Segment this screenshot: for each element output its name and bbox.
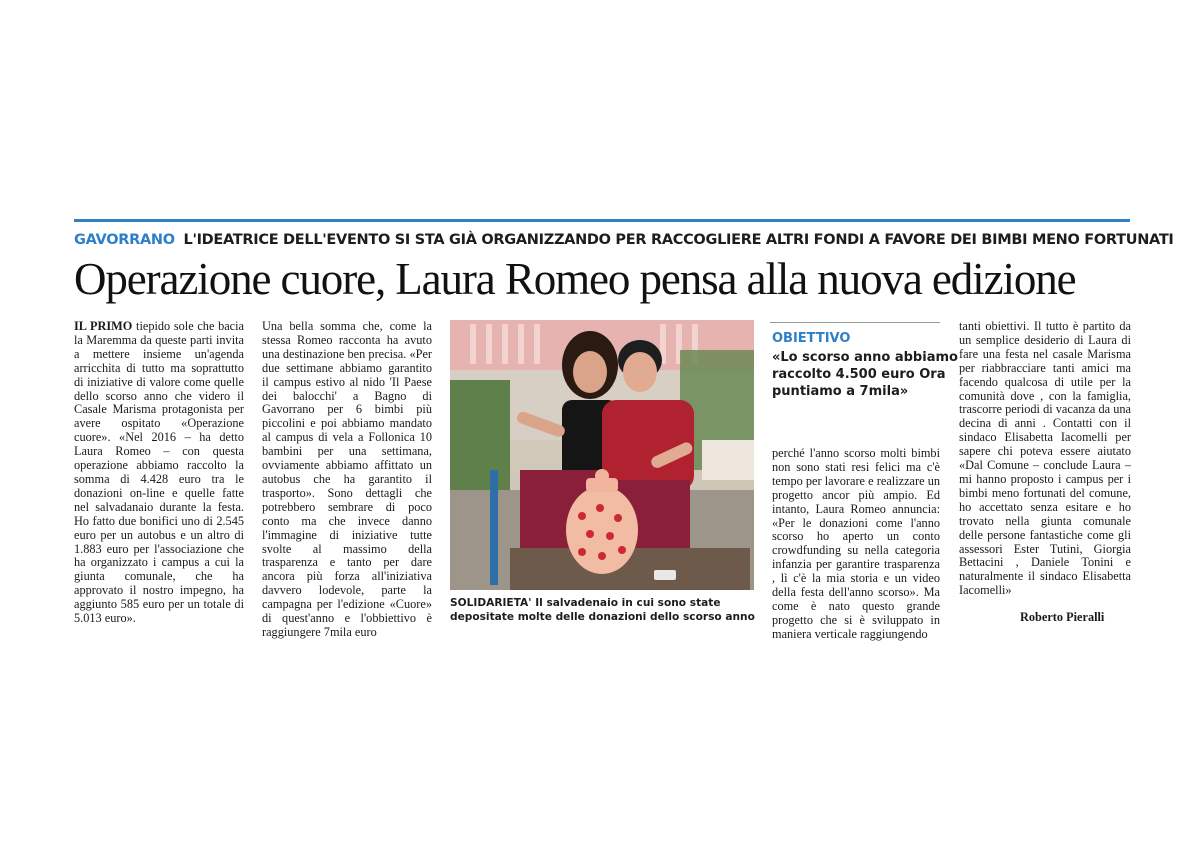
kicker-text: L'IDEATRICE DELL'EVENTO SI STA GIÀ ORGANIZZANDO PER RACCOGLIERE ALTRI FONDI A FAVORE DEI BIMBI MENO FORTUNATI <box>183 232 1174 248</box>
column-2-text: Una bella somma che, come la stessa Romeo racconta ha avuto una destinazione ben precisa. «Per due settimane abbiamo garantito il campus estivo al nido 'Il Paese dei balocchi' a Bagno di Gavorrano per 6 bimbi più piccolini e poi abbiamo mandato al campus di vela a Follonica 10 bambini per una settimana, ovviamente abbiamo affittato un autobus che ha garantito il trasporto». Sono dettagli che potrebbero sembrare di poco conto ma che invece danno l'immagine di iniziative tutte svolte al massimo della trasparenza e tanto per dare ancora più forza all'iniziativa davvero lodevole, parte la campagna per l'edizione «Cuore» di quest'anno e l'obbiettivo è raggiungere 7mila euro <box>262 319 432 639</box>
kicker <box>74 232 1174 248</box>
headline: Operazione cuore, Laura Romeo pensa alla nuova edizione <box>74 254 1076 304</box>
pull-quote: «Lo scorso anno abbiamo raccolto 4.500 euro Ora puntiamo a 7mila» <box>772 350 958 399</box>
author-signature: Roberto Pieralli <box>1020 610 1105 624</box>
photo-caption <box>450 596 756 624</box>
caption-text: Il salvadenaio in cui sono state depositate molte delle donazioni dello scorso anno <box>450 597 755 623</box>
article-photo <box>450 320 754 590</box>
caption-lead: SOLIDARIETA' <box>450 597 532 609</box>
article-column-4 <box>959 320 1131 598</box>
article-column-1 <box>74 320 244 626</box>
kicker-location: GAVORRANO <box>74 232 175 248</box>
top-rule <box>74 219 1130 222</box>
column-3-text: perché l'anno scorso molti bimbi non sono stati resi felici ma c'è tempo per lavorare e realizzare un progetto ancor più ampio. Ed intanto, Laura Romeo annuncia: «Per le donazioni come l'anno scorso ho aperto un conto crowdfunding su nella categoria infanzia per garantire trasparenza , lì c'è la mia storia e un video della festa dell'anno scorso». Ma come è nato questo grande progetto che si è sviluppato in maniera verticale raggiungendo <box>772 446 940 641</box>
article-column-2 <box>262 320 432 640</box>
lead-word: IL PRIMO <box>74 319 133 333</box>
column-4-text: tanti obiettivi. Il tutto è partito da un semplice desiderio di Laura di fare una festa nel casale Marisma per riabbracciare tanti amici ma facendo qualcosa di utile per la comunità dove , con la famiglia, trascorre periodi di vacanza da una decina di anni . Contatti con il sindaco Elisabetta Iacomelli per sapere chi poteva essere aiutato «Dal Comune – conclude Laura – mi hanno proposto i campus per i bimbi meno fortunati del comune, ho accettato senza esitare e ho trovato nella giunta comunale delle persone fantastiche come gli assessori Ester Tutini, Giorgia Bettacini , Daniele Tonini e naturalmente il sindaco Elisabetta Iacomelli» <box>959 319 1131 598</box>
sidebar-label: OBIETTIVO <box>772 331 851 346</box>
column-1-text: tiepido sole che bacia la Maremma da queste parti invita a mettere insieme un'agenda arricchita di tutto ma soprattutto di iniziative di valore come quelle dello scorso anno che videro il Casale Marisma protagonista per avere ospitato «Operazione cuore». «Nel 2016 – ha detto Laura Romeo – con questa operazione abbiamo raccolto la somma di 4.428 euro tra le donazioni on-line e quelle fatte nel salvadanaio durante la festa. Ho fatto due bonifici uno di 2.545 euro per un autobus e un altro di 1.883 euro per l'associazione che ha organizzato i campus a cui la giunta comunale, che ha approvato il nostro impegno, ha aggiunto 585 euro per un totale di 5.013 euro». <box>74 319 245 626</box>
article-column-3 <box>772 447 940 642</box>
sidebar-rule <box>770 322 940 323</box>
photo-illustration <box>450 320 754 590</box>
